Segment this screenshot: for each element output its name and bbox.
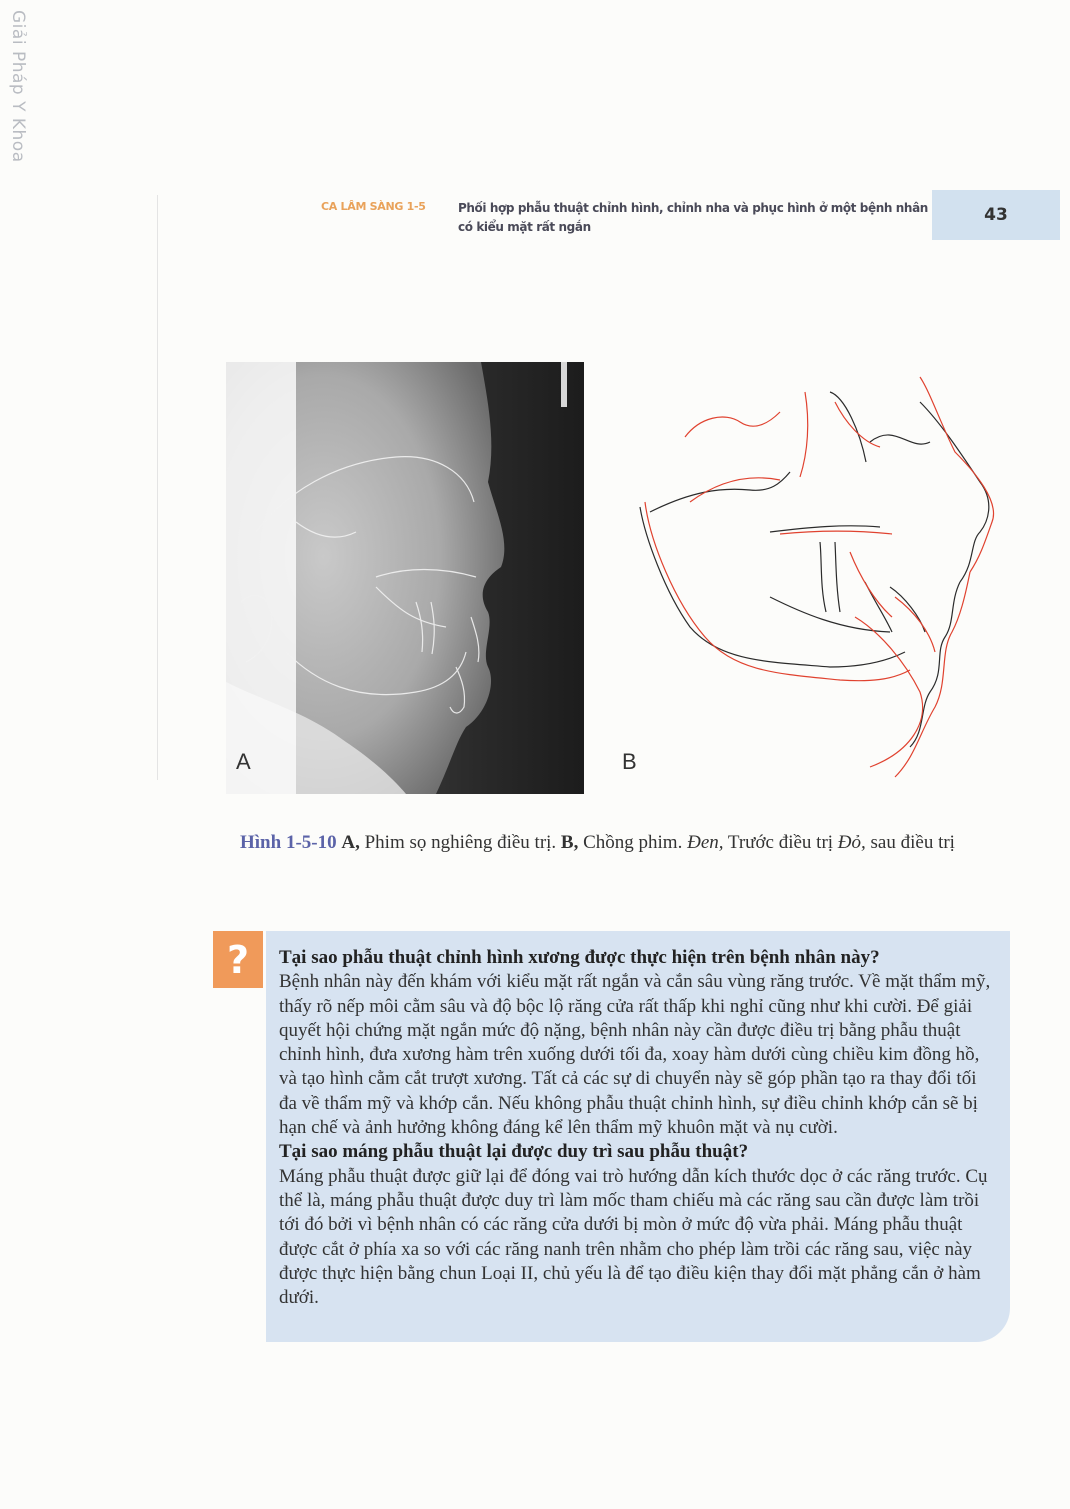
case-label: CA LÂM SÀNG 1-5	[321, 200, 426, 213]
panel-label-b: B	[622, 749, 637, 774]
tracing-image	[630, 362, 1005, 794]
question-2: Tại sao máng phẫu thuật lại được duy trì sau phẫu thuật?	[279, 1141, 749, 1163]
caption-black-text: Trước điều trị	[723, 832, 838, 853]
caption-b-text: Chồng phim.	[578, 832, 688, 853]
watermark: Giải Pháp Y Khoa	[8, 10, 28, 163]
answer-2: Máng phẫu thuật được giữ lại để đóng vai trò hướng dẫn kích thước dọc ở các răng trước. Cụ thể là, máng phẫu thuật được duy trì làm mốc tham chiếu mà các răng sau cần được làm trồi tới đó bởi vì bệnh nhân có các răng cửa dưới bị mòn ở mức độ vừa phải. Máng phẫu thuật được cắt ở phía xa so với các răng nanh trên nhằm cho phép làm trồi các răng sau, việc này được thực hiện bằng chun Loại II, chủ yếu là để tạo điều kiện thay đổi mặt phẳng cắn ở hàm dưới.	[279, 1165, 988, 1309]
caption-a-text: Phim sọ nghiêng điều trị.	[359, 832, 561, 853]
figure-number: Hình 1-5-10	[240, 832, 337, 853]
caption-red-text: sau điều trị	[865, 832, 955, 853]
page-number: 43	[932, 190, 1060, 240]
figure-b-superimposition	[622, 362, 1005, 794]
figure-a-cephalogram	[226, 362, 584, 794]
xray-image	[226, 362, 584, 794]
margin-rule	[157, 195, 158, 780]
figure-caption	[240, 832, 960, 854]
question-1: Tại sao phẫu thuật chỉnh hình xương được thực hiện trên bệnh nhân này?	[279, 947, 880, 968]
panel-label-a: A	[236, 749, 251, 774]
caption-black-tag: Đen,	[687, 832, 724, 853]
caption-red-tag: Đỏ,	[837, 832, 866, 853]
caption-b-tag: B,	[560, 832, 579, 853]
qa-text	[279, 946, 991, 1310]
caption-a-tag: A,	[341, 832, 360, 853]
question-icon: ?	[213, 931, 263, 988]
answer-1: Bệnh nhân này đến khám với kiểu mặt rất ngắn và cắn sâu vùng răng trước. Về mặt thẩm mỹ, thấy rõ nếp môi cằm sâu và độ bộc lộ răng cửa rất thấp khi nghỉ cũng như khi cười. Để giải quyết hội chứng mặt ngắn mức độ nặng, bệnh nhân này cần được điều trị bằng phẫu thuật chỉnh hình, đưa xương hàm trên xuống dưới tối đa, xoay hàm dưới cùng chiều kim đồng hồ, và tạo hình cằm cắt trượt xương. Tất cả các sự di chuyển này sẽ góp phần tạo ra thay đổi tối đa về thẩm mỹ và khớp cắn. Nếu không phẫu thuật chỉnh hình, sự điều chỉnh khớp cắn sẽ bị hạn chế và ảnh hưởng không đáng kể lên thẩm mỹ khuôn mặt và nụ cười.	[279, 971, 991, 1139]
running-title: Phối hợp phẫu thuật chỉnh hình, chỉnh nha và phục hình ở một bệnh nhân có kiểu mặt rất ngắn	[458, 201, 928, 234]
